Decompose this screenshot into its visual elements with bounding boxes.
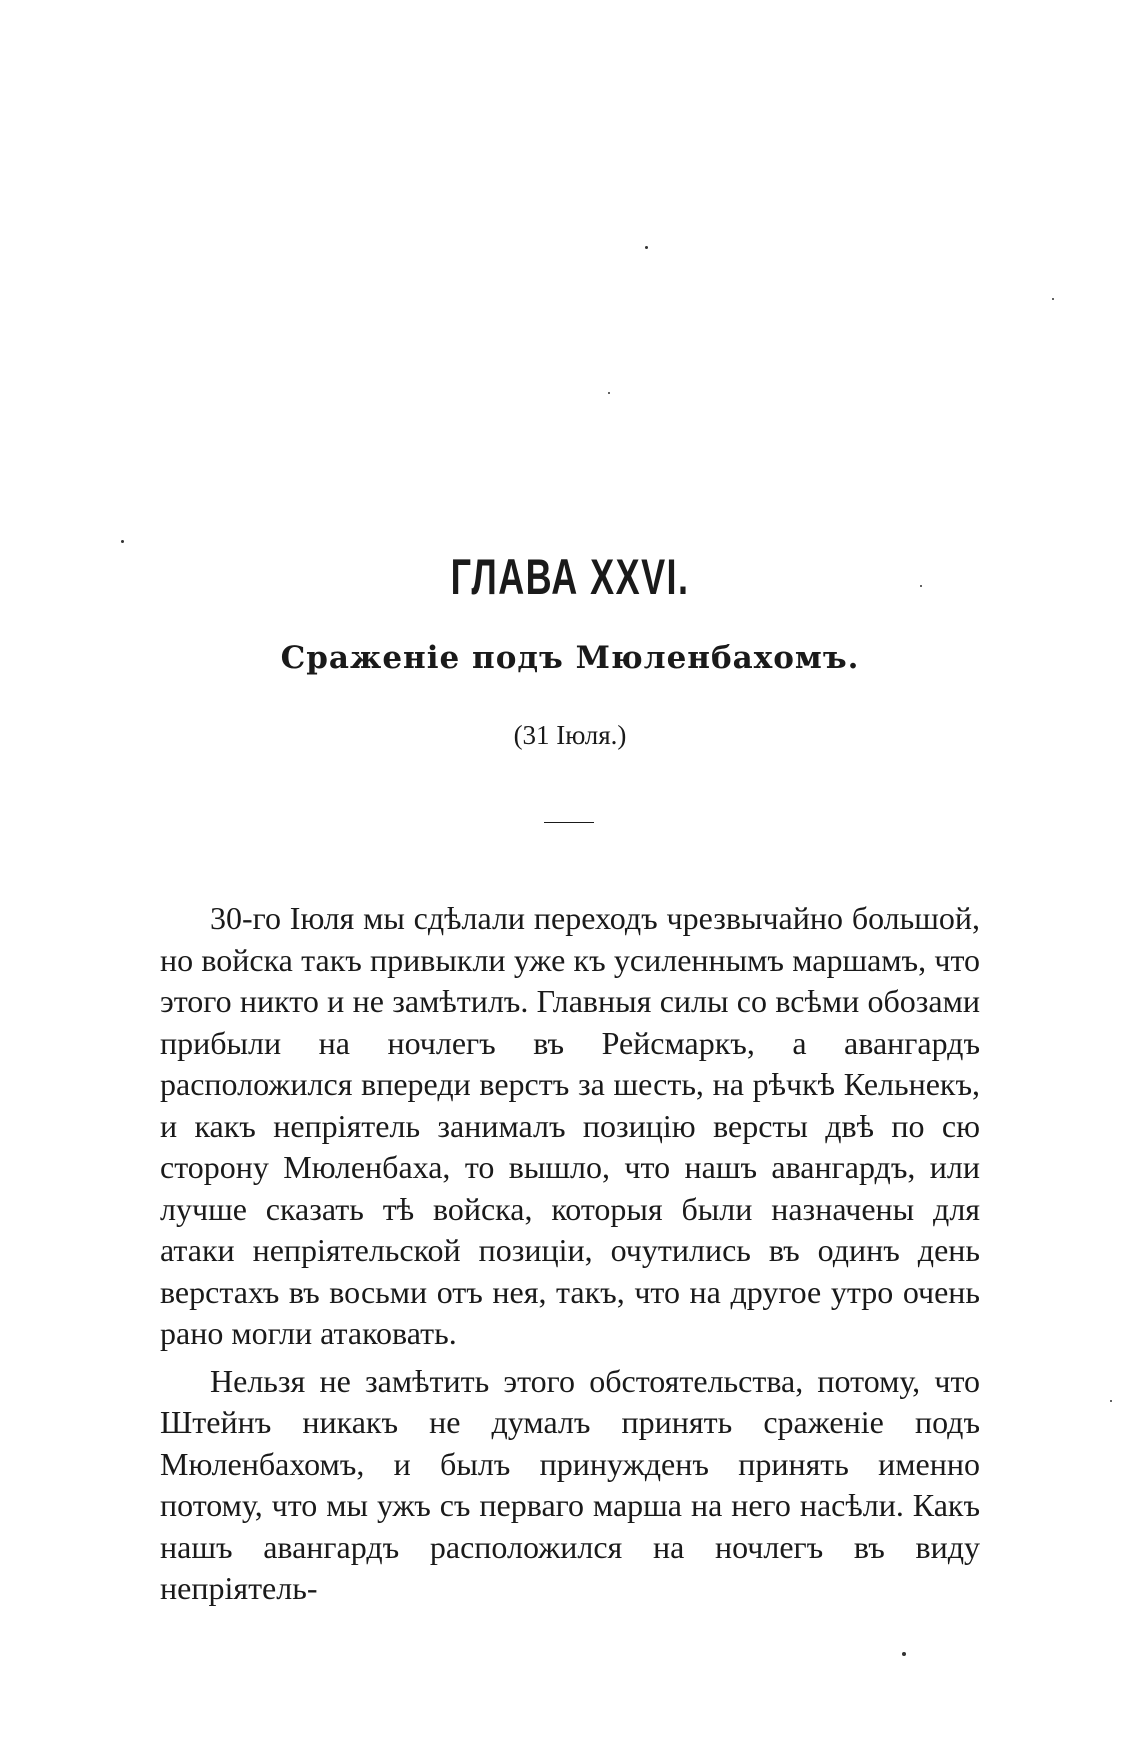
- chapter-date: (31 Іюля.): [513, 720, 627, 750]
- scan-speck: [1052, 298, 1054, 300]
- scan-speck: [1110, 1400, 1112, 1402]
- title-divider: [544, 822, 594, 823]
- body-text: [160, 898, 980, 1610]
- chapter-subtitle: Сраженіе подъ Мюленбахомъ.: [280, 640, 860, 676]
- scan-speck: [902, 1652, 906, 1656]
- paragraph-1: 30-го Іюля мы сдѣлали переходъ чрезвычайно большой, но войска такъ привыкли уже къ усиленнымъ маршамъ, что этого никто и не замѣтилъ. Главныя силы со всѣми обозами прибыли на ночлегъ въ Рейсмаркъ, а авангардъ расположился впереди верстъ за шесть, на рѣчкѣ Кельнекъ, и какъ непріятель занималъ позицію версты двѣ по сю сторону Мюленбаха, то вышло, что нашъ авангардъ, или лучше сказать тѣ войска, которыя были назначены для атаки непріятельской позиціи, очутились въ одинъ день верстахъ въ восьми отъ нея, такъ, что на другое утро очень рано могли атаковать.: [160, 900, 980, 1351]
- scan-speck: [645, 246, 648, 249]
- scan-speck: [608, 392, 610, 394]
- scan-speck: [920, 585, 922, 587]
- paragraph-2: Нельзя не замѣтить этого обстоятельства, потому, что Штейнъ никакъ не думалъ принять сраженіе подъ Мюленбахомъ, и былъ принужденъ принять именно потому, что мы ужъ съ перваго марша на него насѣли. Какъ нашъ авангардъ расположился на ночлегъ въ виду непріятель-: [160, 1362, 980, 1606]
- chapter-title: ГЛАВА XXVI.: [450, 549, 690, 605]
- scan-speck: [121, 540, 124, 543]
